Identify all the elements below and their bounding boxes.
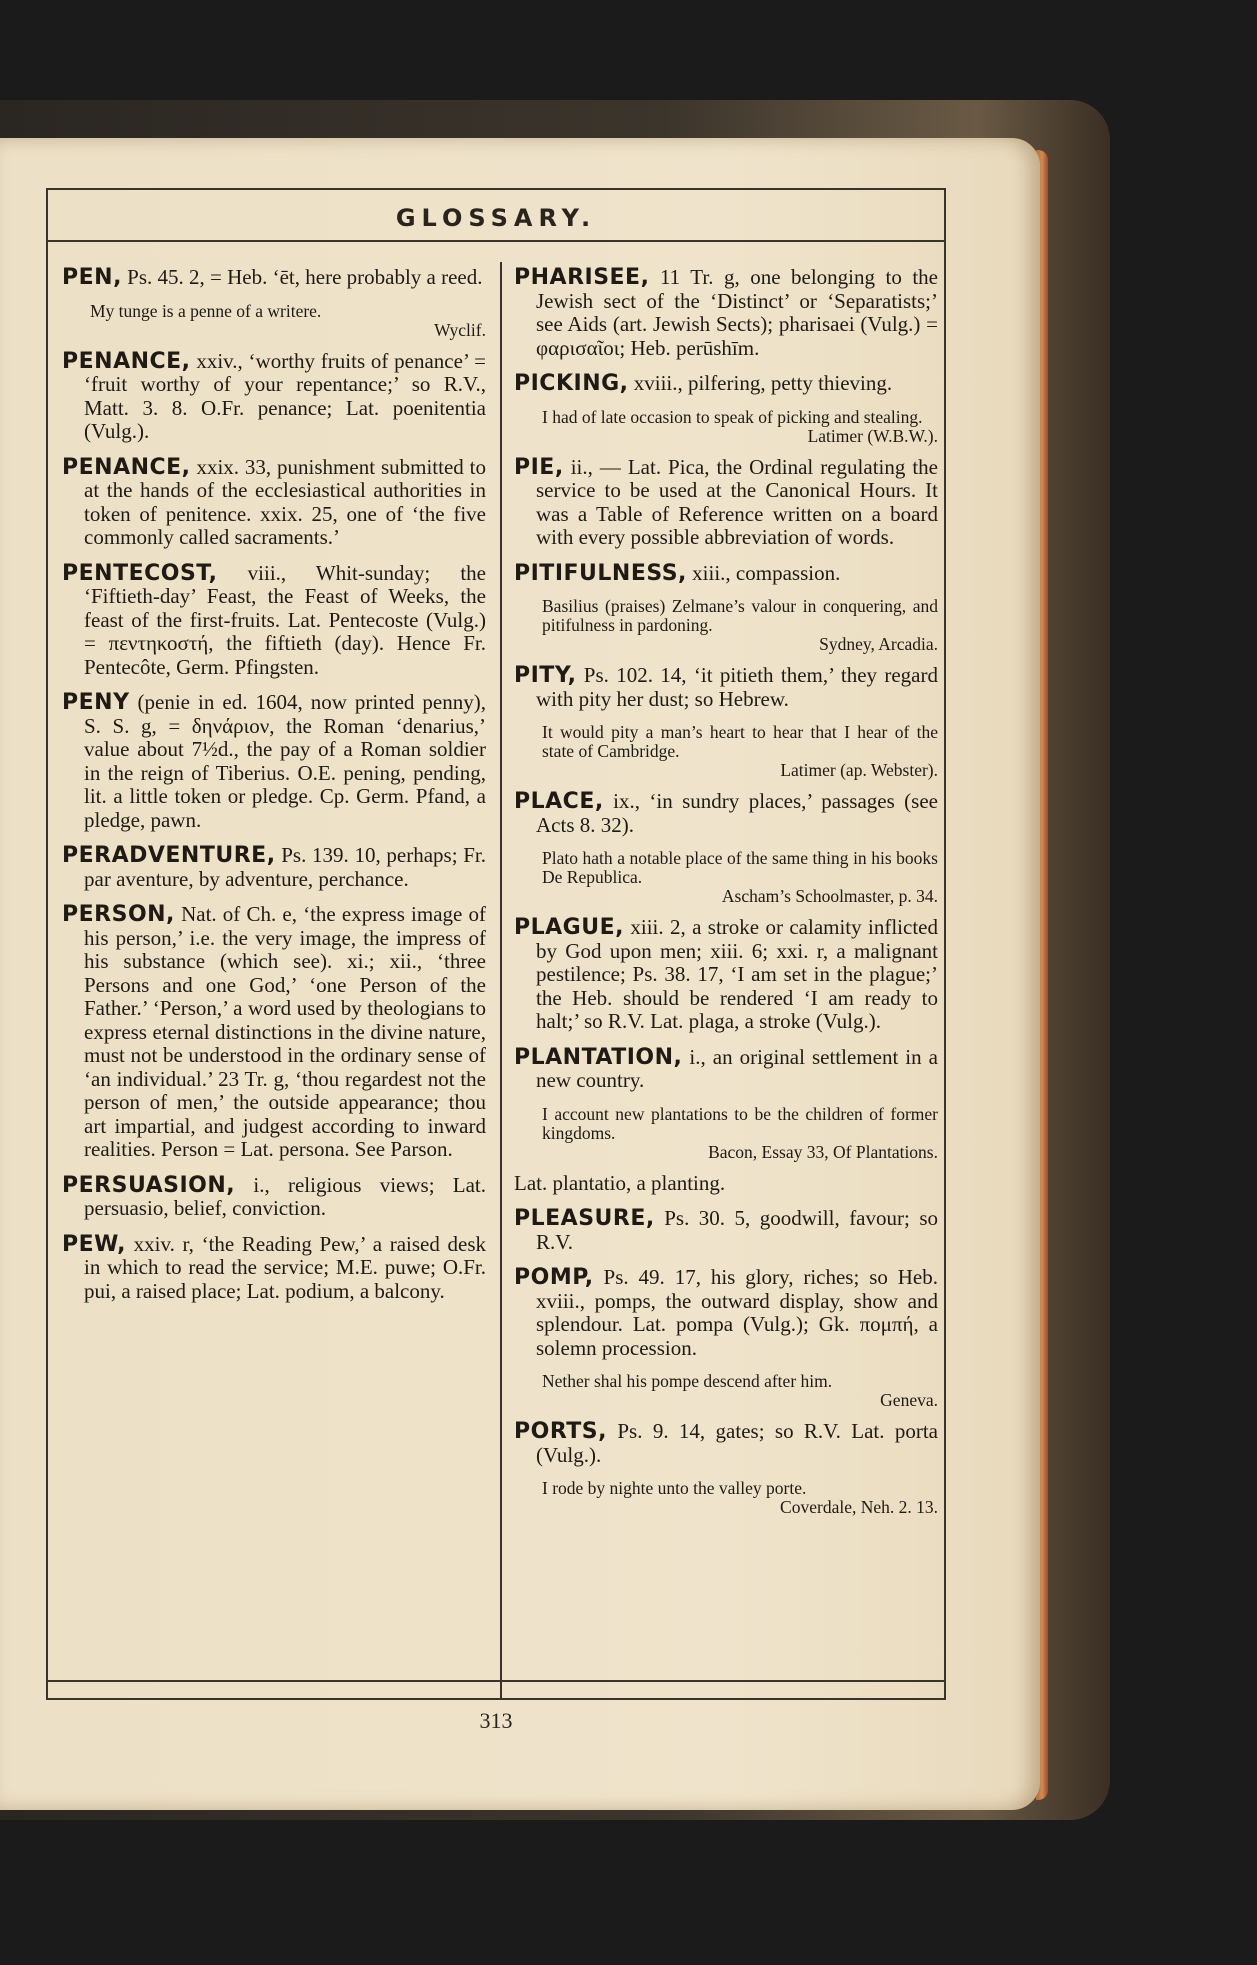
entry-headword: PLEASURE, [514, 1206, 655, 1231]
entry-body: Ps. 30. 5, goodwill, favour; so R.V. [536, 1206, 938, 1254]
quote-text: Basilius (praises) Zelmane’s valour in conquering, and pitifulness in pardoning. [542, 596, 938, 635]
entry-body: Nat. of Ch. e, ‘the express image of his person,’ i.e. the very image, the impress of his substance (which see). xi.; xii., ‘three Persons and one God,’ ‘one Person of the Father.’ ‘Person,’ a word used by theologians to express eternal distinctions in the divine nature, must not be understood in the ordinary sense of ‘an individual.’ 23 Tr. g, ‘thou regardest not the person of men,’ the outside appearance; thou art impartial, and judgest according to inward realities. Person = Lat. persona. See Parson. [84, 902, 486, 1161]
glossary-entry [62, 562, 486, 680]
entry-headword: PITY, [514, 663, 577, 688]
entry-body: xxiv. r, ‘the Reading Pew,’ a raised desk in which to read the service; M.E. puwe; O.Fr. pui, a raised place; Lat. podium, a balcony. [84, 1231, 486, 1303]
entry-body: Ps. 49. 17, his glory, riches; so Heb. xviii., pomps, the outward display, show and splendour. Lat. pompa (Vulg.); Gk. πομπή, a solemn procession. [536, 1265, 938, 1360]
entry-body: i., an original settlement in a new country. [536, 1044, 938, 1092]
left-column [62, 266, 486, 1315]
glossary-entry [514, 562, 938, 586]
entry-headword: PORTS, [514, 1419, 607, 1444]
entry-quote [542, 723, 938, 780]
entry-headword: PITIFULNESS, [514, 560, 687, 586]
glossary-entry [514, 1046, 938, 1093]
bottom-rule [46, 1680, 946, 1682]
entry-headword: PLANTATION, [514, 1044, 683, 1070]
glossary-entry [62, 691, 486, 832]
entry-headword: PHARISEE, [514, 265, 650, 290]
entry-body: xxiv., ‘worthy fruits of penance’ = ‘fruit worthy of your repentance;’ so R.V., Matt. 3. 8. O.Fr. penance; Lat. poenitentia (Vulg.). [84, 348, 486, 443]
entry-headword: PEW, [62, 1231, 126, 1257]
quote-source: Latimer (W.B.W.). [807, 425, 938, 446]
glossary-entry [62, 350, 486, 444]
entry-headword: PERSUASION, [62, 1172, 236, 1198]
quote-source: Wyclif. [434, 319, 486, 340]
entry-quote [542, 849, 938, 906]
entry-headword: PENANCE, [62, 348, 191, 374]
quote-text: It would pity a man’s heart to hear that I hear of the state of Cambridge. [542, 722, 938, 761]
glossary-entry [514, 664, 938, 711]
quote-source: Bacon, Essay 33, Of Plantations. [708, 1141, 938, 1162]
entry-headword: PERADVENTURE, [62, 843, 276, 868]
glossary-entry [62, 844, 486, 891]
page-header-title: GLOSSARY. [395, 204, 597, 232]
entry-body: (penie in ed. 1604, now printed penny), S. S. g, = δηνάριον, the Roman ‘denarius,’ value about 7½d., the pay of a Roman soldier in the reign of Tiberius. O.E. pening, pending, lit. a little token or pledge. Cp. Germ. Pfand, a pledge, pawn. [84, 690, 486, 832]
entry-body: 11 Tr. g, one belonging to the Jewish sect of the ‘Distinct’ or ‘Separatists;’ see Aids (art. Jewish Sects); pharisaei (Vulg.) = φαρισαῖοι; Heb. perūshīm. [536, 265, 938, 360]
entry-headword: PENY [62, 690, 130, 715]
glossary-entry [514, 1420, 938, 1467]
glossary-entry [62, 266, 486, 290]
entry-headword: PERSON, [62, 902, 175, 927]
entry-quote [542, 408, 938, 446]
quote-text: I account new plantations to be the children of former kingdoms. [542, 1103, 938, 1143]
quote-text: My tunge is a penne of a writere. [90, 300, 322, 321]
entry-body: Ps. 45. 2, = Heb. ‘ēt, here probably a reed. [121, 265, 483, 289]
glossary-entry [62, 1233, 486, 1304]
column-divider [500, 262, 502, 1700]
entry-body: Ps. 9. 14, gates; so R.V. Lat. porta (Vulg.). [536, 1419, 938, 1467]
glossary-entry [514, 456, 938, 550]
glossary-entry [62, 456, 486, 550]
entry-body: ix., ‘in sundry places,’ passages (see Acts 8. 32). [536, 789, 938, 837]
entry-body: ii., — Lat. Pica, the Ordinal regulating the service to be used at the Canonical Hours. It was a Table of Reference written on a board with every possible abbreviation of words. [536, 454, 938, 549]
entry-quote [542, 1372, 938, 1410]
entry-headword: PICKING, [514, 371, 629, 396]
entry-body: xxix. 33, punishment submitted to at the hands of the ecclesiastical authorities in token of penitence. xxix. 25, one of ‘the five commonly called sacraments.’ [84, 454, 486, 549]
quote-source: Latimer (ap. Webster). [780, 760, 938, 780]
entry-body: xiii. 2, a stroke or calamity inflicted by God upon men; xiii. 6; xxi. r, a malignant pestilence; Ps. 38. 17, ‘I am set in the plague;’ the Heb. should be rendered ‘I am ready to halt;’ so R.V. Lat. plaga, a stroke (Vulg.). [536, 915, 938, 1033]
entry-body: viii., Whit-sunday; the ‘Fiftieth-day’ Feast, the Feast of Weeks, the feast of the first-fruits. Lat. Pentecoste (Vulg.) = πεντηκοστή, the fiftieth (day). Hence Fr. Pentecôte, Germ. Pfingsten. [84, 560, 486, 679]
entry-body: Ps. 102. 14, ‘it pitieth them,’ they regard with pity her dust; so Hebrew. [536, 663, 938, 711]
quote-source: Geneva. [880, 1390, 938, 1410]
entry-headword: PENTECOST, [62, 560, 218, 586]
entry-quote [542, 597, 938, 654]
quote-source: Sydney, Arcadia. [819, 634, 938, 654]
quote-text: Plato hath a notable place of the same thing in his books De Republica. [542, 848, 938, 887]
glossary-entry [62, 903, 486, 1162]
glossary-entry [514, 1266, 938, 1360]
right-column [514, 266, 938, 1527]
entry-headword: POMP, [514, 1265, 594, 1290]
entry-headword: PLACE, [514, 789, 604, 814]
page-number: 313 [479, 1708, 513, 1733]
entry-body: xviii., pilfering, petty thieving. [628, 371, 893, 395]
entry-quote [90, 302, 486, 340]
entry-body: i., religious views; Lat. persuasio, belief, conviction. [84, 1172, 486, 1220]
quote-text: I had of late occasion to speak of picking and stealing. [542, 406, 923, 427]
glossary-entry [514, 790, 938, 837]
quote-text: Nether shal his pompe descend after him. [542, 1371, 833, 1391]
entry-headword: PLAGUE, [514, 915, 624, 940]
entry-body: xiii., compassion. [686, 560, 841, 585]
glossary-entry [62, 1174, 486, 1221]
glossary-entry [514, 372, 938, 396]
entry-continuation: Lat. plantatio, a planting. [514, 1170, 726, 1195]
quote-source: Ascham’s Schoolmaster, p. 34. [721, 886, 938, 906]
glossary-entry [514, 266, 938, 360]
glossary-entry [514, 1207, 938, 1254]
entry-headword: PIE, [514, 454, 564, 480]
glossary-entry [514, 916, 938, 1034]
quote-source: Coverdale, Neh. 2. 13. [780, 1497, 938, 1517]
entry-quote [542, 1105, 938, 1162]
entry-headword: PEN, [62, 265, 122, 290]
quote-text: I rode by nighte unto the valley porte. [542, 1478, 807, 1498]
entry-body: Ps. 139. 10, perhaps; Fr. par aventure, by adventure, perchance. [84, 843, 486, 891]
entry-quote [542, 1479, 938, 1517]
entry-headword: PENANCE, [62, 454, 191, 480]
header-rule [46, 240, 946, 242]
